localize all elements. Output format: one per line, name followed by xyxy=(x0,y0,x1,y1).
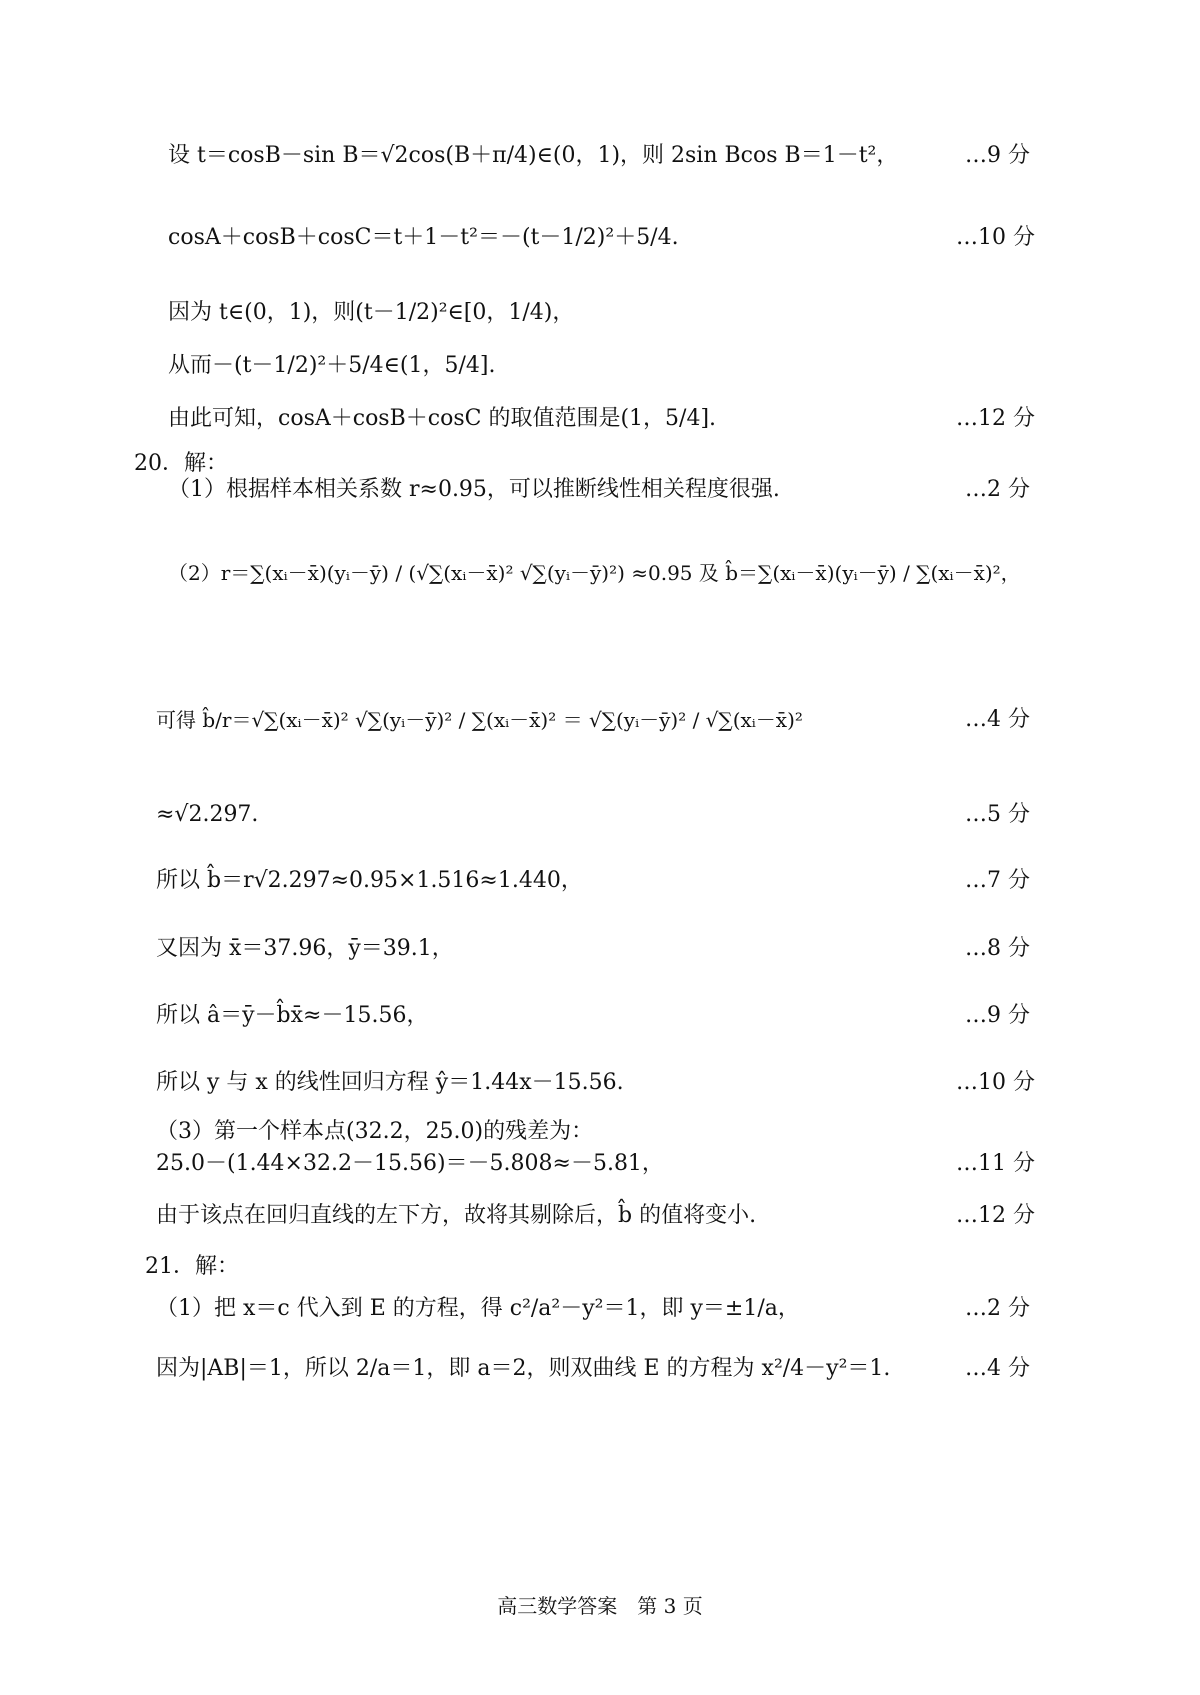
score-line-1: …9 分 xyxy=(965,143,1030,168)
question-20-heading: 20．解： xyxy=(134,451,228,476)
page-footer: 高三数学答案 第 3 页 xyxy=(497,1594,703,1618)
text-line-17: 由于该点在回归直线的左下方，故将其剔除后，b̂ 的值将变小. xyxy=(156,1203,757,1228)
score-line-5: …12 分 xyxy=(956,406,1035,431)
ratio-formula-line: 可得 b̂/r＝√∑(xᵢ－x̄)² √∑(yᵢ－ȳ)² / ∑(xᵢ－x̄)² ＝ √∑(yᵢ－ȳ)² / √∑(xᵢ－x̄)² xyxy=(156,708,803,732)
score-line-20: …4 分 xyxy=(965,1356,1030,1381)
score-line-13: …9 分 xyxy=(965,1003,1030,1028)
score-line-9: …4 分 xyxy=(965,707,1030,732)
text-line-11: 所以 b̂＝r√2.297≈0.95×1.516≈1.440， xyxy=(156,868,583,893)
text-line-12: 又因为 x̄＝37.96，ȳ＝39.1， xyxy=(156,936,454,961)
score-line-16: …11 分 xyxy=(956,1151,1035,1176)
text-line-7: （1）根据样本相关系数 r≈0.95，可以推断线性相关程度很强. xyxy=(168,477,780,502)
score-line-11: …7 分 xyxy=(965,868,1030,893)
text-line-20: 因为|AB|＝1，所以 2/a＝1，即 a＝2，则双曲线 E 的方程为 x²/4－y²＝1. xyxy=(156,1356,891,1381)
question-21-heading: 21．解： xyxy=(145,1254,239,1279)
correlation-formula-line: （2）r＝∑(xᵢ－x̄)(yᵢ－ȳ) / (√∑(xᵢ－x̄)² √∑(yᵢ－ȳ)²) ≈0.95 及 b̂＝∑(xᵢ－x̄)(yᵢ－ȳ) / ∑(xᵢ－x̄)²， xyxy=(168,561,1021,585)
score-line-17: …12 分 xyxy=(956,1203,1035,1228)
text-line-5: 由此可知，cosA＋cosB＋cosC 的取值范围是(1，5/4]. xyxy=(168,406,717,431)
score-line-19: …2 分 xyxy=(965,1296,1030,1321)
text-line-2: cosA＋cosB＋cosC＝t＋1－t²＝－(t－1/2)²＋5/4. xyxy=(168,225,679,250)
text-line-13: 所以 â＝ȳ－b̂x̄≈－15.56， xyxy=(156,1003,429,1028)
text-line-15: （3）第一个样本点(32.2，25.0)的残差为： xyxy=(156,1119,594,1144)
text-line-1: 设 t＝cosB－sin B＝√2cos(B＋π/4)∈(0，1)，则 2sin Bcos B＝1－t²， xyxy=(168,143,899,168)
text-line-16: 25.0－(1.44×32.2－15.56)＝－5.808≈－5.81， xyxy=(156,1151,664,1176)
text-line-19: （1）把 x＝c 代入到 E 的方程，得 c²/a²－y²＝1，即 y＝±1/a， xyxy=(156,1296,800,1321)
score-line-12: …8 分 xyxy=(965,936,1030,961)
text-line-3: 因为 t∈(0，1)，则(t－1/2)²∈[0，1/4)， xyxy=(168,300,575,325)
score-line-2: …10 分 xyxy=(956,225,1035,250)
text-line-10: ≈√2.297. xyxy=(156,802,259,827)
score-line-14: …10 分 xyxy=(956,1070,1035,1095)
score-line-10: …5 分 xyxy=(965,802,1030,827)
text-line-4: 从而－(t－1/2)²＋5/4∈(1，5/4]. xyxy=(168,353,496,378)
text-line-14: 所以 y 与 x 的线性回归方程 ŷ＝1.44x－15.56. xyxy=(156,1070,624,1095)
score-line-7: …2 分 xyxy=(965,477,1030,502)
